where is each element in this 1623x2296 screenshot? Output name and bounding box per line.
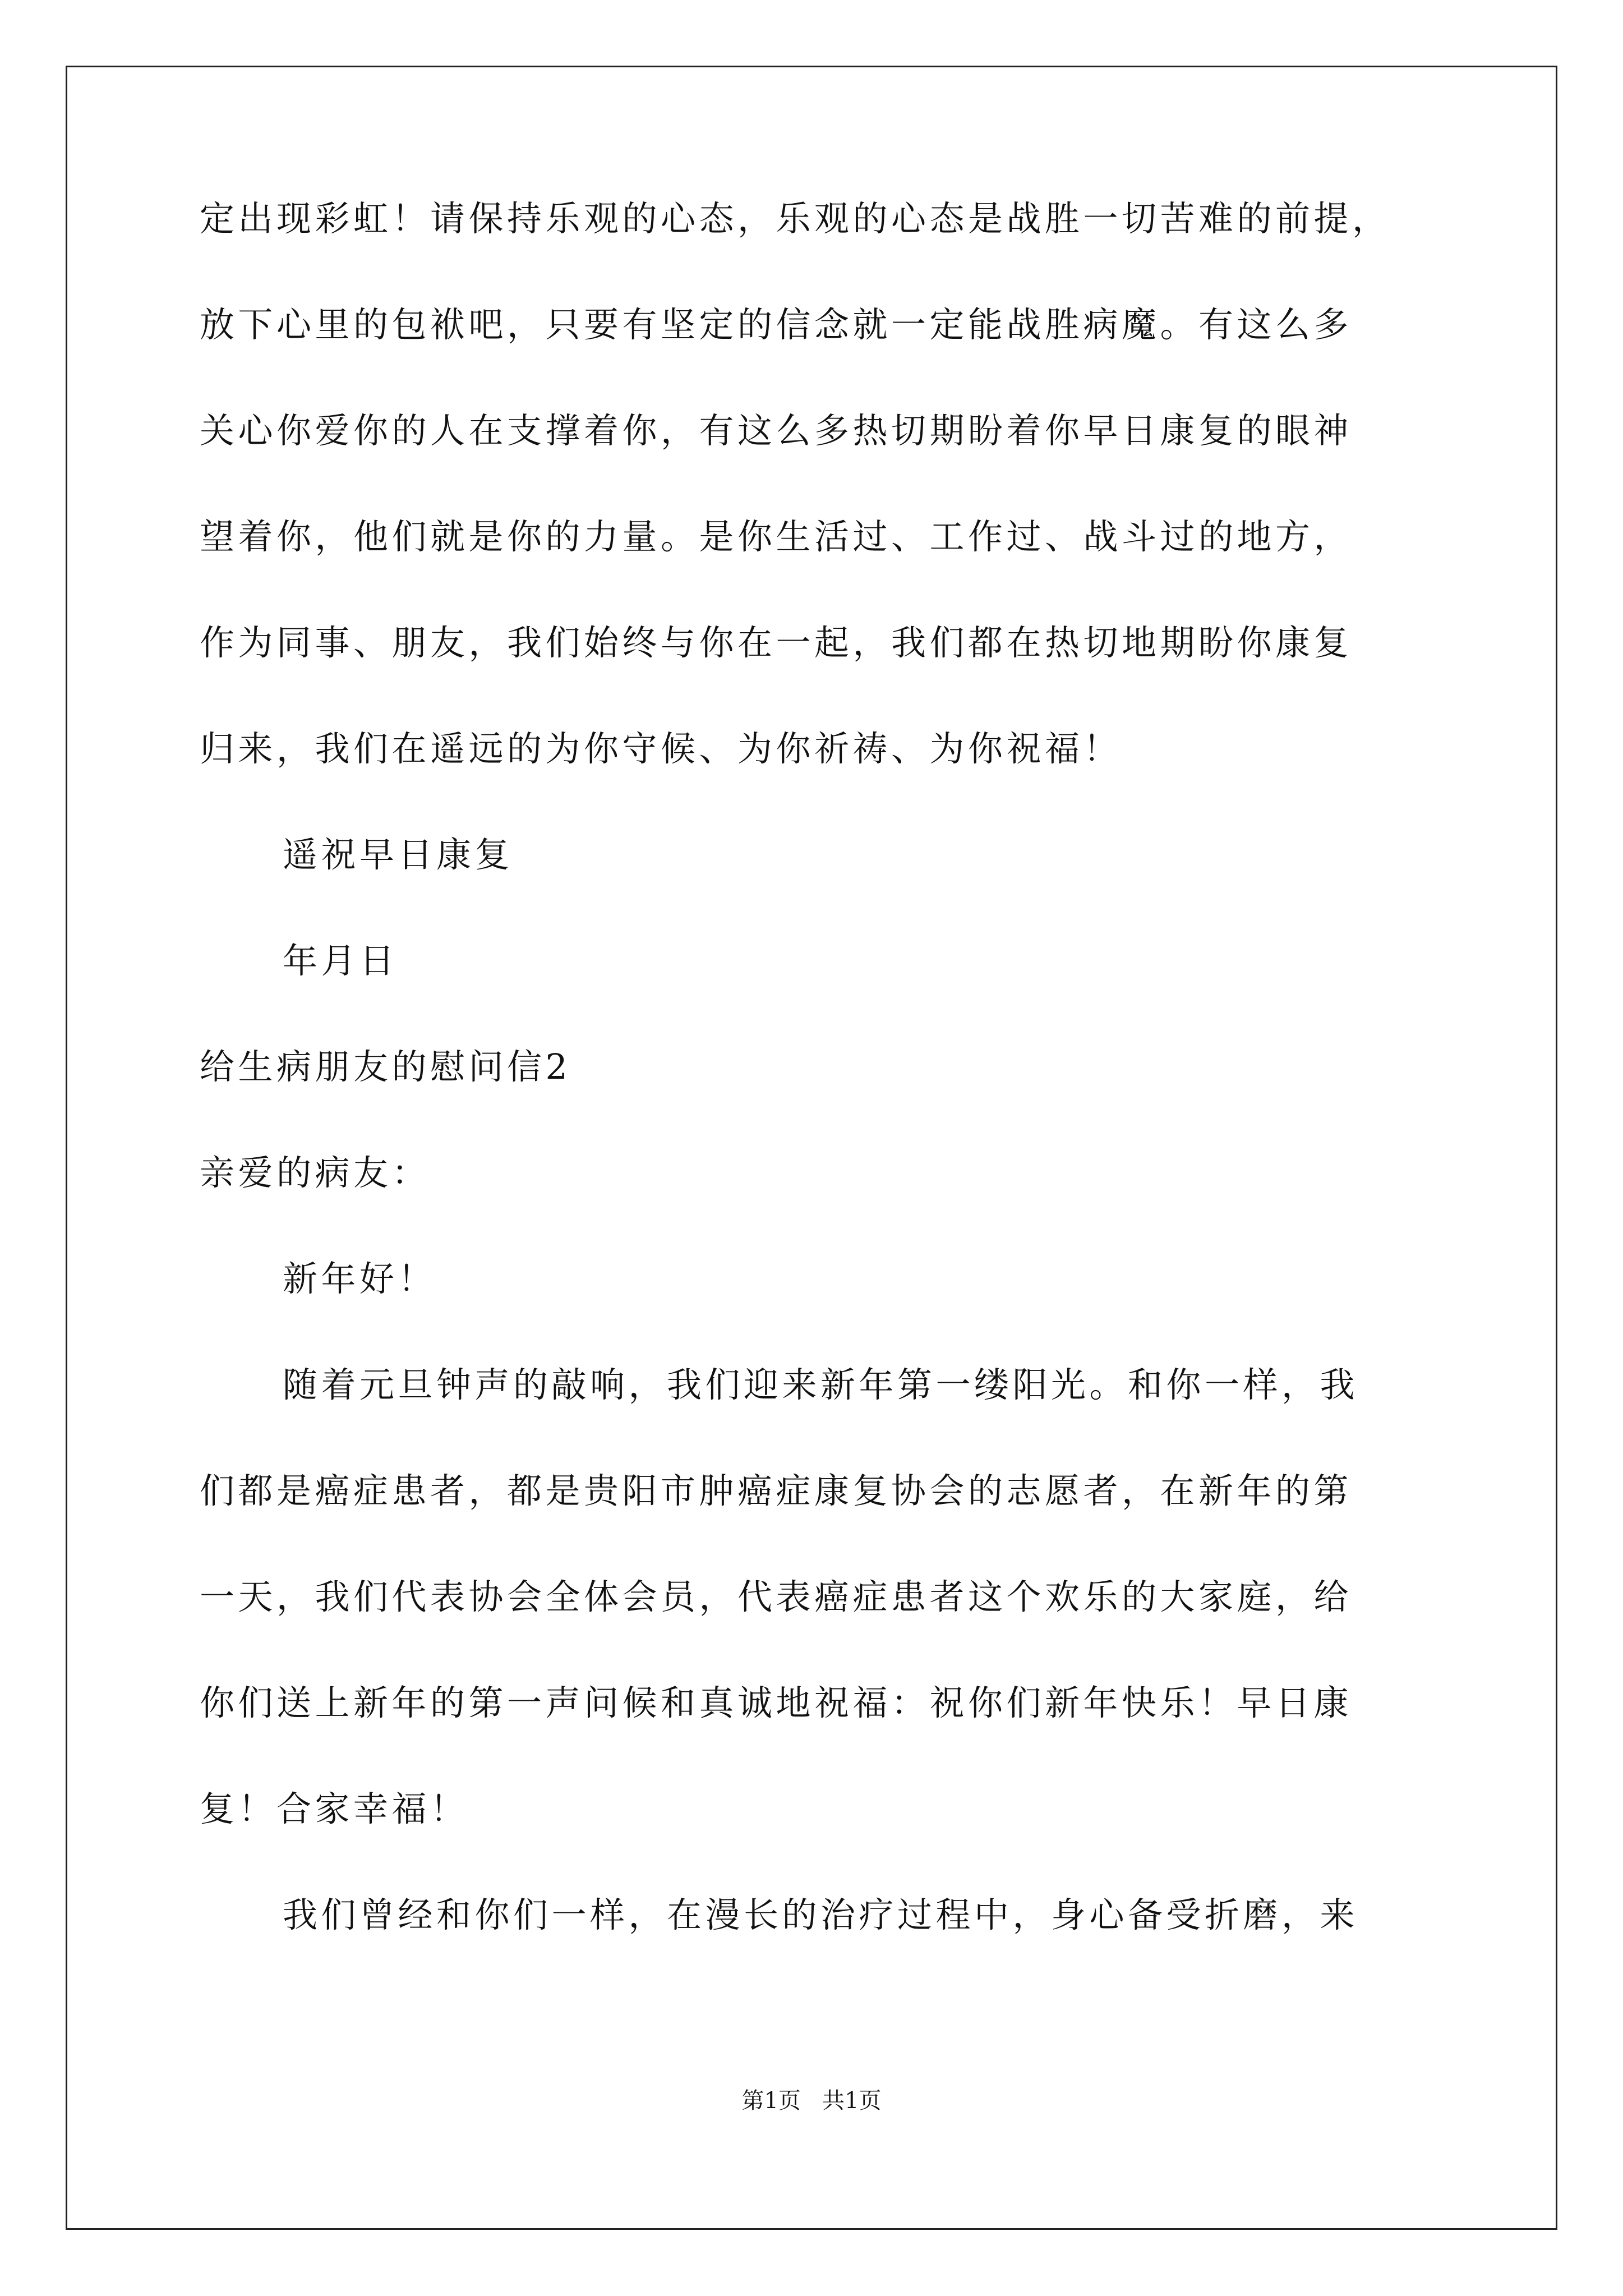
text-line: 归来，我们在遥远的为你守候、为你祈祷、为你祝福！ (200, 728, 1122, 769)
salutation: 亲爱的病友： (200, 1152, 431, 1193)
greeting: 新年好！ (283, 1258, 437, 1299)
text-line: 定出现彩虹！请保持乐观的心态，乐观的心态是战胜一切苦难的前提， (200, 198, 1391, 239)
text-line: 关心你爱你的人在支撑着你，有这么多热切期盼着你早日康复的眼神 (200, 410, 1353, 451)
text-line: 放下心里的包袱吧，只要有坚定的信念就一定能战胜病魔。有这么多 (200, 304, 1353, 345)
page-number: 第1页 共1页 (741, 2088, 882, 2114)
text-line: 一天，我们代表协会全体会员，代表癌症患者这个欢乐的大家庭，给 (200, 1576, 1353, 1617)
text-line: 望着你，他们就是你的力量。是你生活过、工作过、战斗过的地方， (200, 516, 1353, 557)
date-line: 年月日 (283, 940, 398, 981)
text-line: 们都是癌症患者，都是贵阳市肿癌症康复协会的志愿者，在新年的第 (200, 1470, 1353, 1511)
text-line: 作为同事、朋友，我们始终与你在一起，我们都在热切地期盼你康复 (200, 622, 1353, 663)
text-line: 随着元旦钟声的敲响，我们迎来新年第一缕阳光。和你一样，我 (283, 1364, 1359, 1405)
text-line: 我们曾经和你们一样，在漫长的治疗过程中，身心备受折磨，来 (283, 1894, 1359, 1935)
closing-wish: 遥祝早日康复 (283, 834, 514, 875)
text-line: 复！合家幸福！ (200, 1788, 469, 1829)
section-title: 给生病朋友的慰问信2 (200, 1046, 571, 1087)
text-line: 你们送上新年的第一声问候和真诚地祝福：祝你们新年快乐！早日康 (200, 1682, 1353, 1723)
